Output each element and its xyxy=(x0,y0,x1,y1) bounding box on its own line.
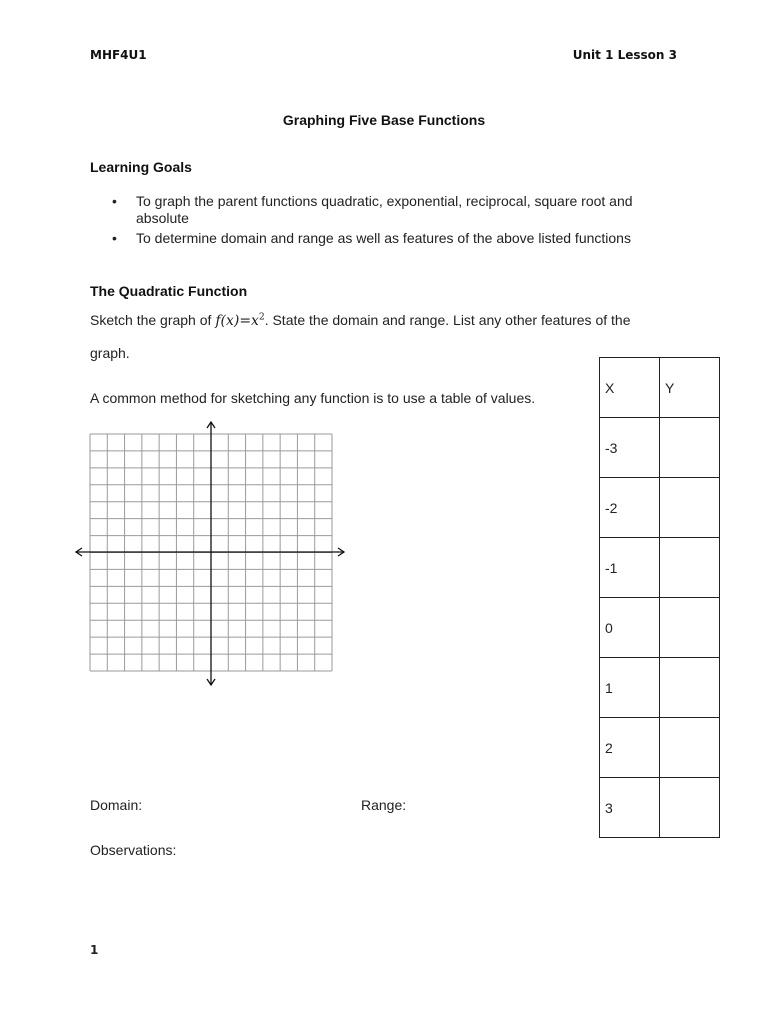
table-row xyxy=(600,718,720,778)
lesson-label: Unit 1 Lesson 3 xyxy=(572,48,677,62)
y-value-cell[interactable] xyxy=(660,478,720,538)
y-value-cell[interactable] xyxy=(660,718,720,778)
y-value-cell[interactable] xyxy=(660,778,720,838)
table-method-text: A common method for sketching any function is to use a table of values. xyxy=(90,390,536,406)
x-value-cell: -1 xyxy=(600,538,660,598)
learning-goals-heading: Learning Goals xyxy=(90,159,192,175)
function-base: f(x)=x xyxy=(215,313,259,329)
x-column-header: X xyxy=(600,358,660,418)
observations-label: Observations: xyxy=(90,842,177,858)
function-exponent: 2 xyxy=(258,312,265,323)
y-value-cell[interactable] xyxy=(660,418,720,478)
range-label: Range: xyxy=(361,797,407,813)
x-axis xyxy=(76,548,344,556)
y-value-cell[interactable] xyxy=(660,598,720,658)
table-of-values xyxy=(599,357,720,838)
learning-goal-item: • To determine domain and range as well as features of the above listed functions xyxy=(112,230,682,247)
x-value-cell: 2 xyxy=(600,718,660,778)
table-row xyxy=(600,538,720,598)
learning-goals-list xyxy=(112,193,682,250)
x-value-cell: 3 xyxy=(600,778,660,838)
y-value-cell[interactable] xyxy=(660,538,720,598)
x-value-cell: 1 xyxy=(600,658,660,718)
domain-label: Domain: xyxy=(90,797,143,813)
page-title: Graphing Five Base Functions xyxy=(282,112,486,128)
table-row xyxy=(600,778,720,838)
x-value-cell: -2 xyxy=(600,478,660,538)
y-column-header: Y xyxy=(660,358,720,418)
y-axis xyxy=(207,422,215,685)
function-expression xyxy=(215,313,264,329)
coordinate-grid xyxy=(70,418,360,692)
table-row xyxy=(600,658,720,718)
table-row xyxy=(600,418,720,478)
x-value-cell: -3 xyxy=(600,418,660,478)
sketch-suffix: . State the domain and range. List any other features of the xyxy=(264,312,631,328)
sketch-instruction-continued: graph. xyxy=(90,345,130,361)
x-value-cell: 0 xyxy=(600,598,660,658)
y-value-cell[interactable] xyxy=(660,658,720,718)
sketch-instruction xyxy=(90,312,630,329)
quadratic-heading: The Quadratic Function xyxy=(90,283,248,299)
table-row xyxy=(600,598,720,658)
course-code: MHF4U1 xyxy=(90,48,147,62)
page-number: 1 xyxy=(90,943,99,957)
table-row xyxy=(600,478,720,538)
learning-goal-item: • To graph the parent functions quadratic, exponential, reciprocal, square root and absolute xyxy=(112,193,682,227)
sketch-prefix: Sketch the graph of xyxy=(90,312,216,328)
table-header-row xyxy=(600,358,720,418)
